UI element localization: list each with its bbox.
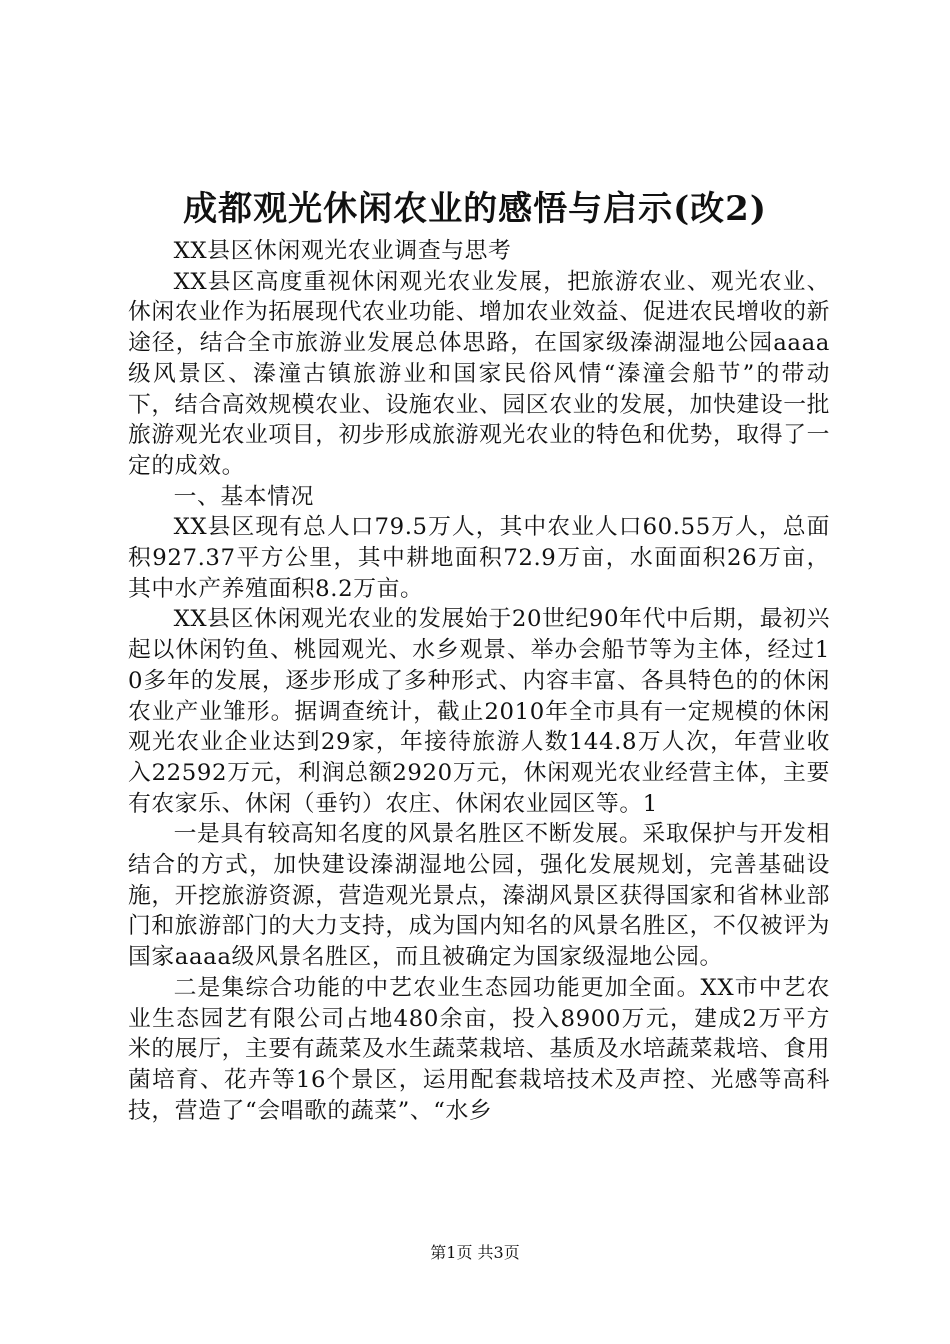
paragraph-subtitle: XX县区休闲观光农业调查与思考 <box>173 238 512 264</box>
section-heading-basic-situation: 一、基本情况 <box>173 483 314 510</box>
paragraph-population: XX县区现有总人口79.5万人，其中农业人口60.55万人，总面积927.37平方公里，其中耕地面积72.9万亩，水面面积26万亩，其中水产养殖面积8.2万亩。 <box>128 514 830 602</box>
document-body <box>128 236 830 1126</box>
page-footer: 第1页 共3页 <box>430 1243 520 1262</box>
document-title: 成都观光休闲农业的感悟与启示(改2) <box>183 189 767 229</box>
paragraph-point-two: 二是集综合功能的中艺农业生态园功能更加全面。XX市中艺农业生态园艺有限公司占地480余亩，投入8900万元，建成2万平方米的展厅，主要有蔬菜及水生蔬菜栽培、基质及水培蔬菜栽培、食用菌培育、花卉等16个景区，运用配套栽培技术及声控、光感等高科技，营造了“会唱歌的蔬菜”、“水乡 <box>128 974 830 1124</box>
paragraph-point-one: 一是具有较高知名度的风景名胜区不断发展。采取保护与开发相结合的方式，加快建设溱湖湿地公园，强化发展规划，完善基础设施，开挖旅游资源，营造观光景点，溱湖风景区获得国家和省林业部门和旅游部门的大力支持，成为国内知名的风景名胜区，不仅被评为国家aaaa级风景名胜区，而且被确定为国家级湿地公园。 <box>128 821 830 971</box>
paragraph-intro: XX县区高度重视休闲观光农业发展，把旅游农业、观光农业、休闲农业作为拓展现代农业功能、增加农业效益、促进农民增收的新途径，结合全市旅游业发展总体思路，在国家级溱湖湿地公园aaaa级风景区、溱潼古镇旅游业和国家民俗风情“溱潼会船节”的带动下，结合高效规模农业、设施农业、园区农业的发展，加快建设一批旅游观光农业项目，初步形成旅游观光农业的特色和优势，取得了一定的成效。 <box>128 268 830 479</box>
paragraph-development-history: XX县区休闲观光农业的发展始于20世纪90年代中后期，最初兴起以休闲钓鱼、桃园观光、水乡观景、举办会船节等为主体，经过10多年的发展，逐步形成了多种形式、内容丰富、各具特色的的休闲农业产业雏形。据调查统计，截止2010年全市具有一定规模的休闲观光农业企业达到29家，年接待旅游人数144.8万人次，年营业收入22592万元，利润总额2920万元，休闲观光农业经营主体，主要有农家乐、休闲（垂钓）农庄、休闲农业园区等。1 <box>128 606 830 817</box>
